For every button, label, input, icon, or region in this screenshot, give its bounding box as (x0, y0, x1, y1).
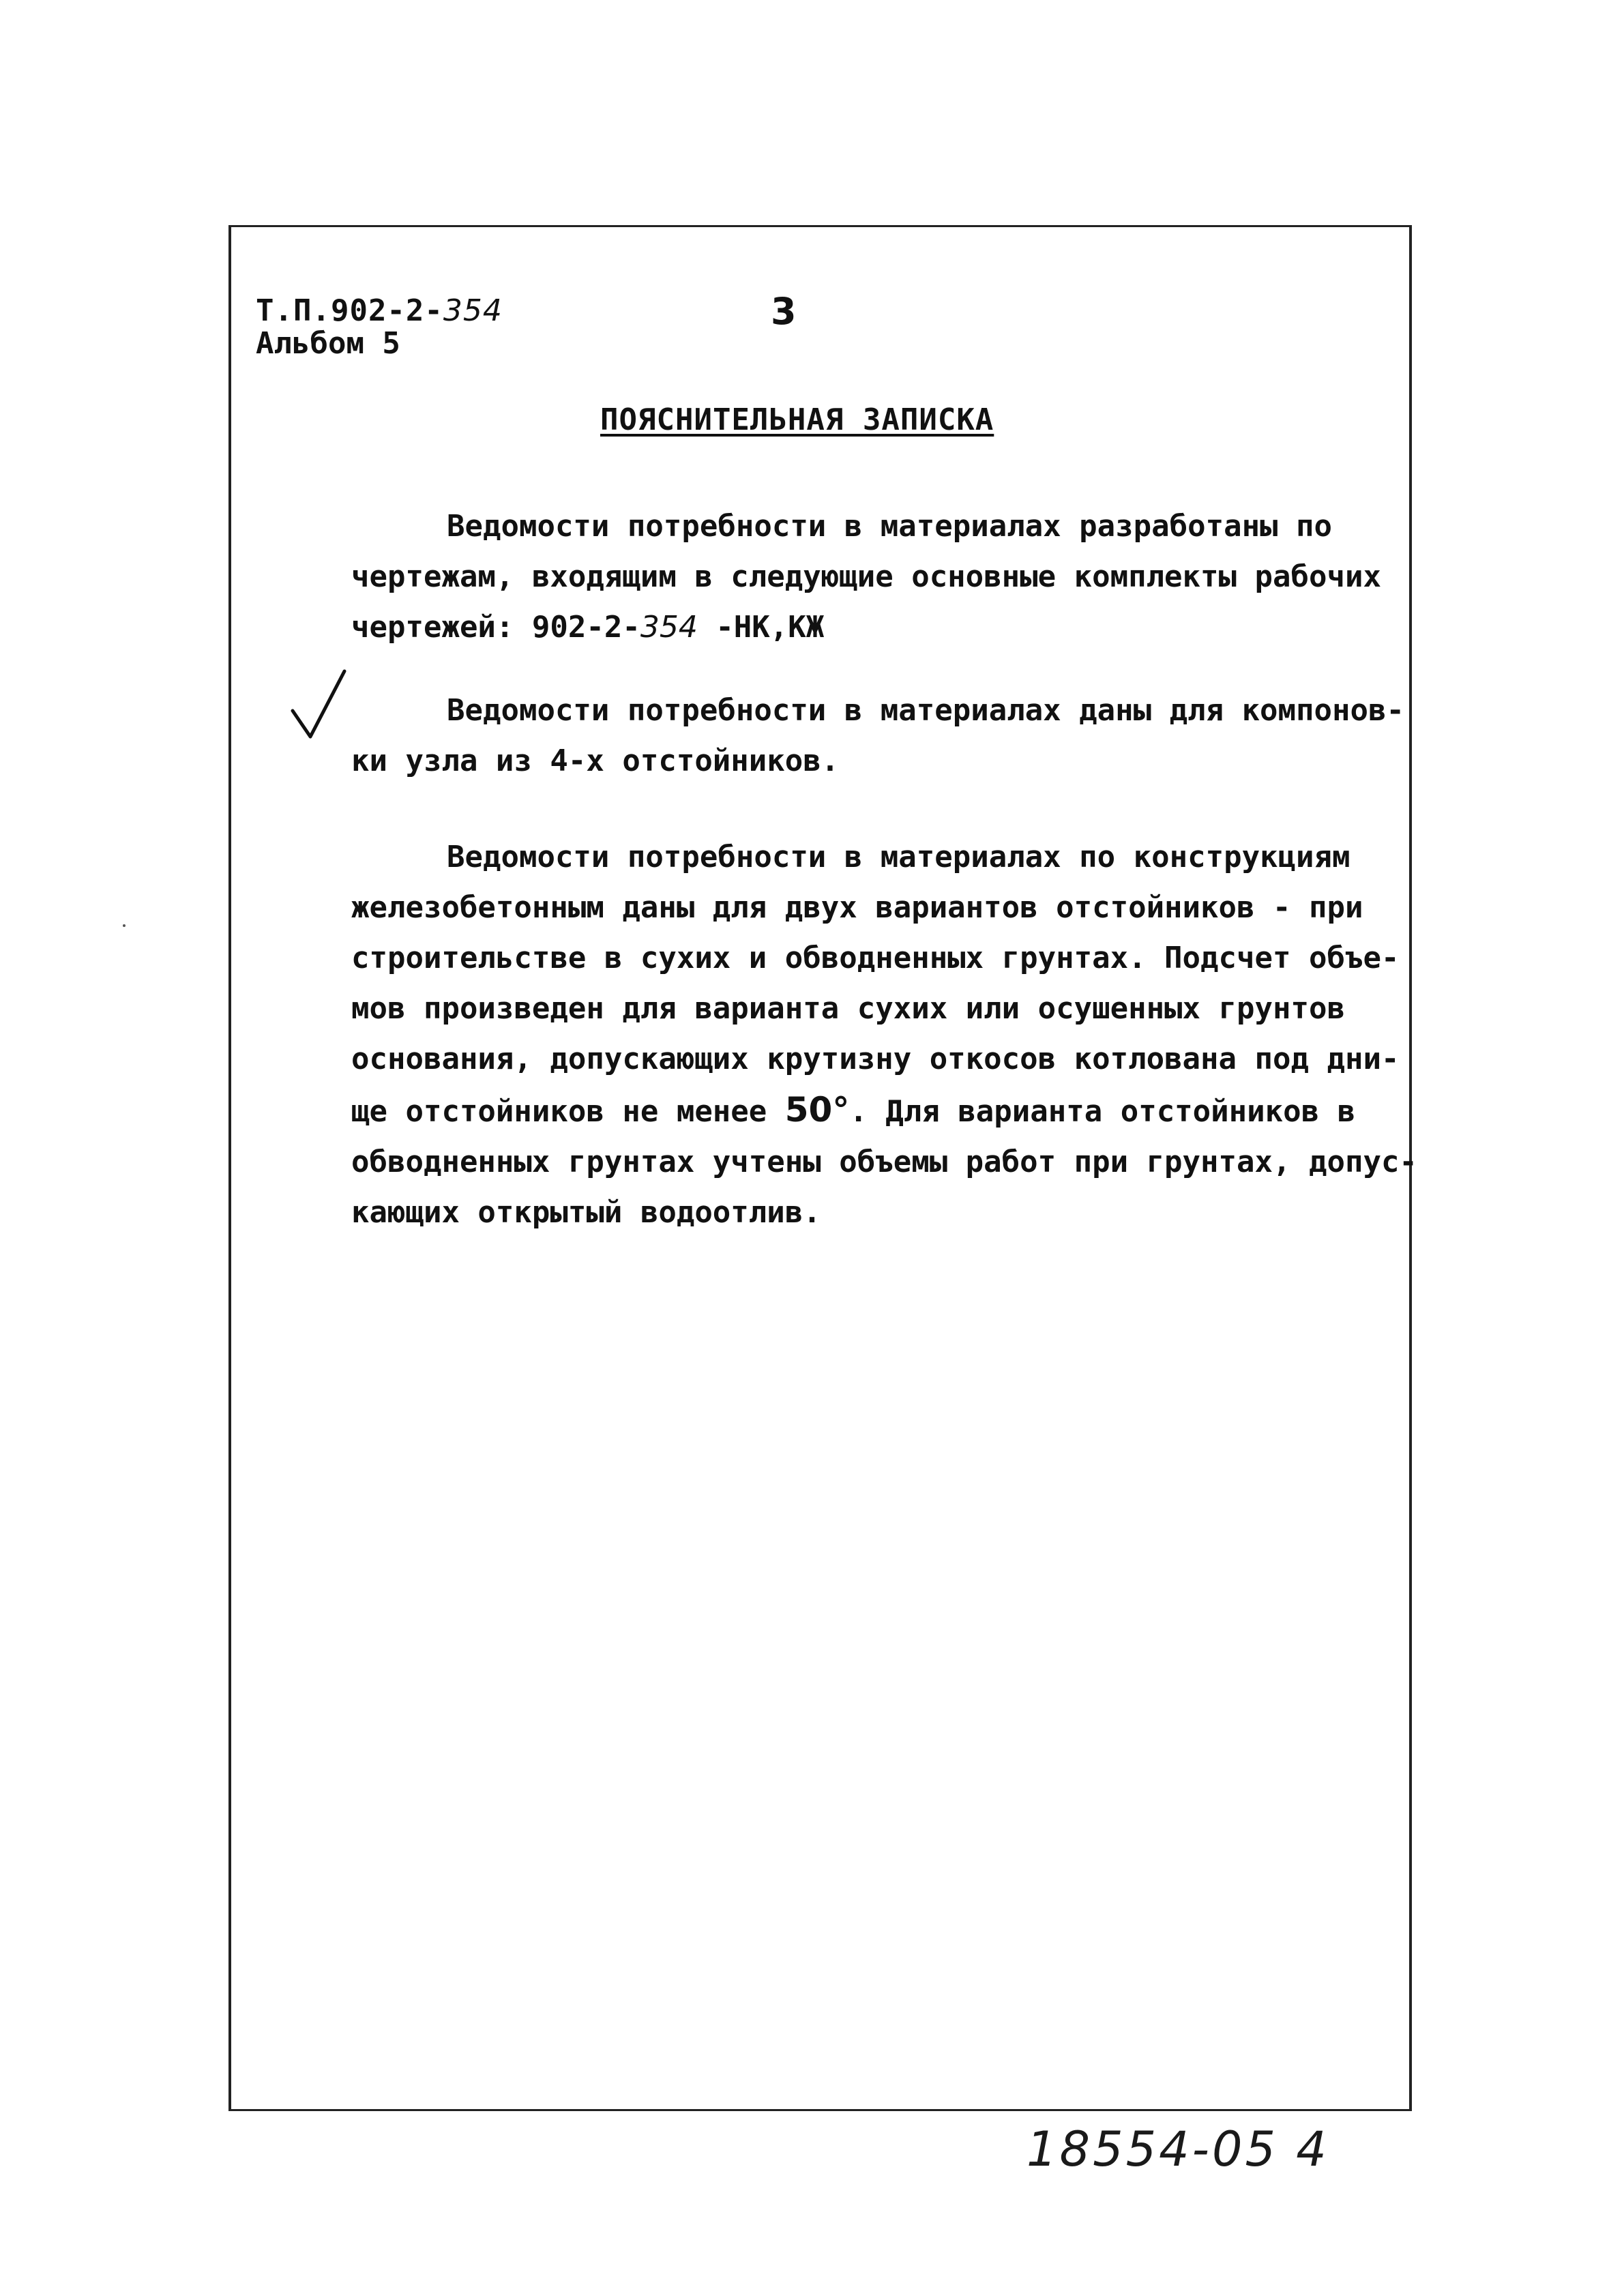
page-number: 3 (771, 290, 797, 333)
paragraph-line (256, 1085, 1381, 1137)
paragraph-line (256, 602, 1381, 653)
paragraph-line: обводненных грунтах учтены объемы работ при грунтах, допус- (351, 1145, 1417, 1179)
document-code-number: 354 (443, 293, 503, 328)
paragraph-line: Ведомости потребности в материалах разработаны по (447, 509, 1333, 544)
inventory-number: 18554-05 4 (1027, 2121, 1329, 2177)
document-code (256, 293, 503, 329)
paragraph-drawings (256, 501, 1381, 653)
drawings-code-number: 354 (640, 610, 698, 645)
paragraph-line: Ведомости потребности в материалах даны для компонов- (447, 693, 1404, 728)
paragraph-line: Ведомости потребности в материалах по конструкциям (447, 840, 1350, 874)
paragraph-line: мов произведен для варианта сухих или осушенных грунтов (351, 991, 1345, 1026)
margin-dot (123, 924, 126, 927)
paragraph-layout (256, 686, 1404, 786)
drawings-code-prefix: чертежей: 902-2- (351, 610, 640, 645)
drawings-code-suffix: -НК,КЖ (697, 610, 825, 645)
slope-angle: 50° (784, 1090, 850, 1130)
paragraph-constructions (256, 832, 1417, 1238)
paragraph-line: кающих открытый водоотлив. (351, 1195, 821, 1230)
paragraph-text: ще отстойников не менее (351, 1094, 785, 1129)
paragraph-line: строительстве в сухих и обводненных грунтах. Подсчет объе- (351, 941, 1400, 975)
paragraph-line: основания, допускающих крутизну откосов котлована под дни- (351, 1042, 1400, 1076)
paragraph-line: ки узла из 4-х отстойников. (351, 743, 840, 778)
paragraph-text: . Для варианта отстойников в (849, 1094, 1356, 1129)
paragraph-line: чертежам, входящим в следующие основные комплекты рабочих (351, 559, 1381, 594)
document-code-prefix: Т.П.902-2- (256, 293, 443, 328)
document-title: ПОЯСНИТЕЛЬНАЯ ЗАПИСКА (600, 402, 994, 437)
album-label: Альбом 5 (256, 326, 400, 361)
paragraph-line: железобетонным даны для двух вариантов отстойников - при (351, 890, 1363, 925)
